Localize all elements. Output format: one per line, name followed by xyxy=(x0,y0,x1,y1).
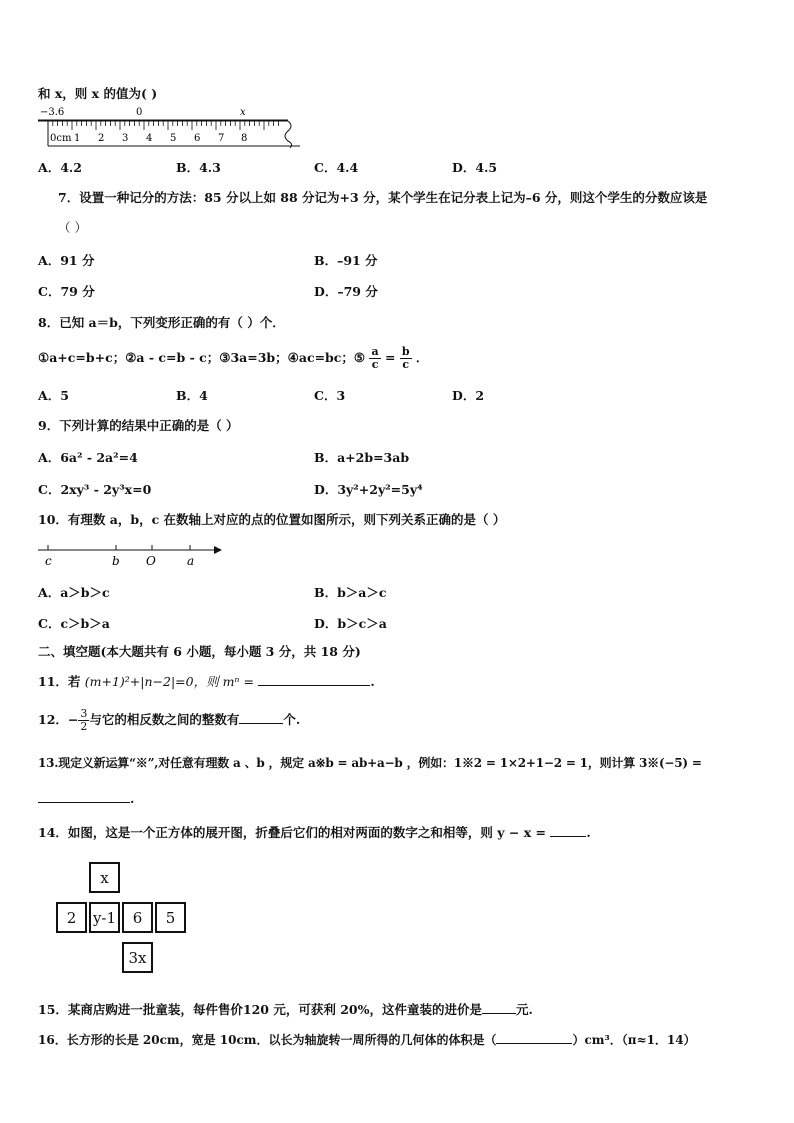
q10-option-a: A．a＞b＞c xyxy=(38,585,110,600)
q8-option-a: A．5 xyxy=(38,388,69,403)
q9-stem: 9．下列计算的结果中正确的是（ ） xyxy=(38,418,239,433)
q14-end: . xyxy=(586,825,591,840)
q8-items xyxy=(38,346,428,371)
q8-end: ． xyxy=(415,350,429,365)
q7-stem: 7．设置一种记分的方法：85 分以上如 88 分记为+3 分，某个学生在记分表上记为–6 分，则这个学生的分数应该是 xyxy=(58,190,708,205)
q6-option-a: A．4.2 xyxy=(38,160,82,175)
q7-option-b: B．–91 分 xyxy=(314,253,378,268)
q11 xyxy=(38,672,375,690)
q11-answer-blank xyxy=(258,673,370,686)
q10-option-d: D．b＞c＞a xyxy=(314,616,387,631)
q13-answer xyxy=(38,790,134,806)
ruler-bottom-label: 2 xyxy=(98,133,105,144)
q12-end: 个. xyxy=(283,712,301,727)
ruler-figure xyxy=(38,104,308,150)
q10-stem: 10．有理数 a，b，c 在数轴上对应的点的位置如图所示，则下列关系正确的是（ ） xyxy=(38,512,506,527)
q16-answer-blank xyxy=(496,1031,572,1044)
ruler-bottom-label: 1 xyxy=(74,133,81,144)
q9-option-c: C．2xy³ - 2y³x=0 xyxy=(38,482,152,497)
q10-option-c: C．c＞b＞a xyxy=(38,616,110,631)
q14-stem: 14．如图，这是一个正方体的展开图，折叠后它们的相对两面的数字之和相等，则 y − x = xyxy=(38,825,546,840)
net-cell: 2 xyxy=(56,902,87,933)
q15-text: 15．某商店购进一批童装，每件售价120 元，可获利 20%，这件童装的进价是 xyxy=(38,1002,482,1017)
ruler-bottom-label: 5 xyxy=(170,133,177,144)
net-cell: x xyxy=(89,862,120,893)
q8-fraction-a: $\frac{a}{c}$ xyxy=(371,345,379,371)
net-cell: 5 xyxy=(155,902,186,933)
ruler-bottom-label: 7 xyxy=(218,133,225,144)
q9-option-d: D．3y²+2y²=5y⁴ xyxy=(314,482,423,497)
ruler-bottom-label: 3 xyxy=(122,133,129,144)
axis-label-b: b xyxy=(112,554,120,568)
ruler-bottom-label: 0cm xyxy=(50,133,72,144)
q12-pre: 12．− xyxy=(38,712,79,727)
q8-frac-eq: = xyxy=(384,350,396,365)
q6-option-b: B．4.3 xyxy=(176,160,221,175)
cube-net-figure xyxy=(56,862,186,974)
ruler-bottom-label: 8 xyxy=(241,133,248,144)
q16-text: 16．长方形的长是 20cm，宽是 10cm．以长为轴旋转一周所得的几何体的体积是（ xyxy=(38,1033,497,1047)
q9-option-a: A．6a² - 2a²=4 xyxy=(38,450,138,465)
q8-stem: 8．已知 a＝b，下列变形正确的有（ ）个． xyxy=(38,315,285,330)
q8-option-d: D．2 xyxy=(452,388,485,403)
q12-fraction: $\frac{3}{2}$ xyxy=(80,707,88,733)
q15-answer-blank xyxy=(482,1001,516,1014)
ruler-bottom-label: 4 xyxy=(146,133,153,144)
q16 xyxy=(38,1031,696,1048)
q6-option-c: C．4.4 xyxy=(314,160,359,175)
ruler-top-label: −3.6 xyxy=(40,107,65,118)
q12-answer-blank xyxy=(239,711,283,724)
q8-item-5: ⑤ xyxy=(353,350,366,365)
q15 xyxy=(38,1000,533,1018)
q7-option-a: A．91 分 xyxy=(38,253,95,268)
number-line-figure xyxy=(38,540,223,570)
ruler-top-label: 0 xyxy=(136,107,143,118)
q8-option-b: B．4 xyxy=(176,388,208,403)
q8-fraction-b: $\frac{b}{c}$ xyxy=(401,345,410,371)
ruler-bottom-label: 6 xyxy=(194,133,201,144)
q7-option-d: D．–79 分 xyxy=(314,284,378,299)
q8-item-2: ②a - c=b - c； xyxy=(125,350,220,365)
q14-answer-blank xyxy=(550,824,586,837)
q8-item-3: ③3a=3b； xyxy=(219,350,288,365)
q16-end: ）cm³．（π≈1．14） xyxy=(572,1033,696,1047)
section-heading: 二、填空题(本大题共有 6 小题，每小题 3 分，共 18 分) xyxy=(38,644,361,659)
q12 xyxy=(38,708,300,733)
q11-end: . xyxy=(370,674,375,689)
ruler-top-label: x xyxy=(240,107,246,118)
q8-option-c: C．3 xyxy=(314,388,346,403)
net-cell: 3x xyxy=(122,942,153,973)
q13-text: 13.现定义新运算“※”,对任意有理数 a 、b ，规定 a※b = ab+a−b ，例如：1※2 = 1×2+1−2 = 1，则计算 3※(−5) = xyxy=(38,756,702,770)
q9-option-b: B．a+2b=3ab xyxy=(314,450,410,465)
q6-option-d: D．4.5 xyxy=(452,160,498,175)
q8-item-4: ④ac=bc； xyxy=(287,350,354,365)
q11-pre: 11．若 xyxy=(38,674,81,689)
net-cell: 6 xyxy=(122,902,153,933)
q13-end: . xyxy=(130,791,135,806)
axis-label-a: a xyxy=(187,554,195,568)
q13-answer-blank xyxy=(38,790,130,803)
q12-post: 与它的相反数之间的整数有 xyxy=(89,712,240,727)
q8-item-1: ①a+c=b+c； xyxy=(38,350,126,365)
q7-paren: （ ） xyxy=(58,220,87,235)
q15-end: 元. xyxy=(515,1002,533,1017)
q11-expr: (m+1)²+|n−2|=0，则 mⁿ = xyxy=(84,674,254,689)
q14 xyxy=(38,823,591,841)
q6-stem: 和 x，则 x 的值为( ) xyxy=(38,86,158,101)
axis-label-o: O xyxy=(146,554,156,568)
q7-option-c: C．79 分 xyxy=(38,284,95,299)
q10-option-b: B．b＞a＞c xyxy=(314,585,387,600)
axis-label-c: c xyxy=(45,554,52,568)
net-cell: y-1 xyxy=(89,902,120,933)
